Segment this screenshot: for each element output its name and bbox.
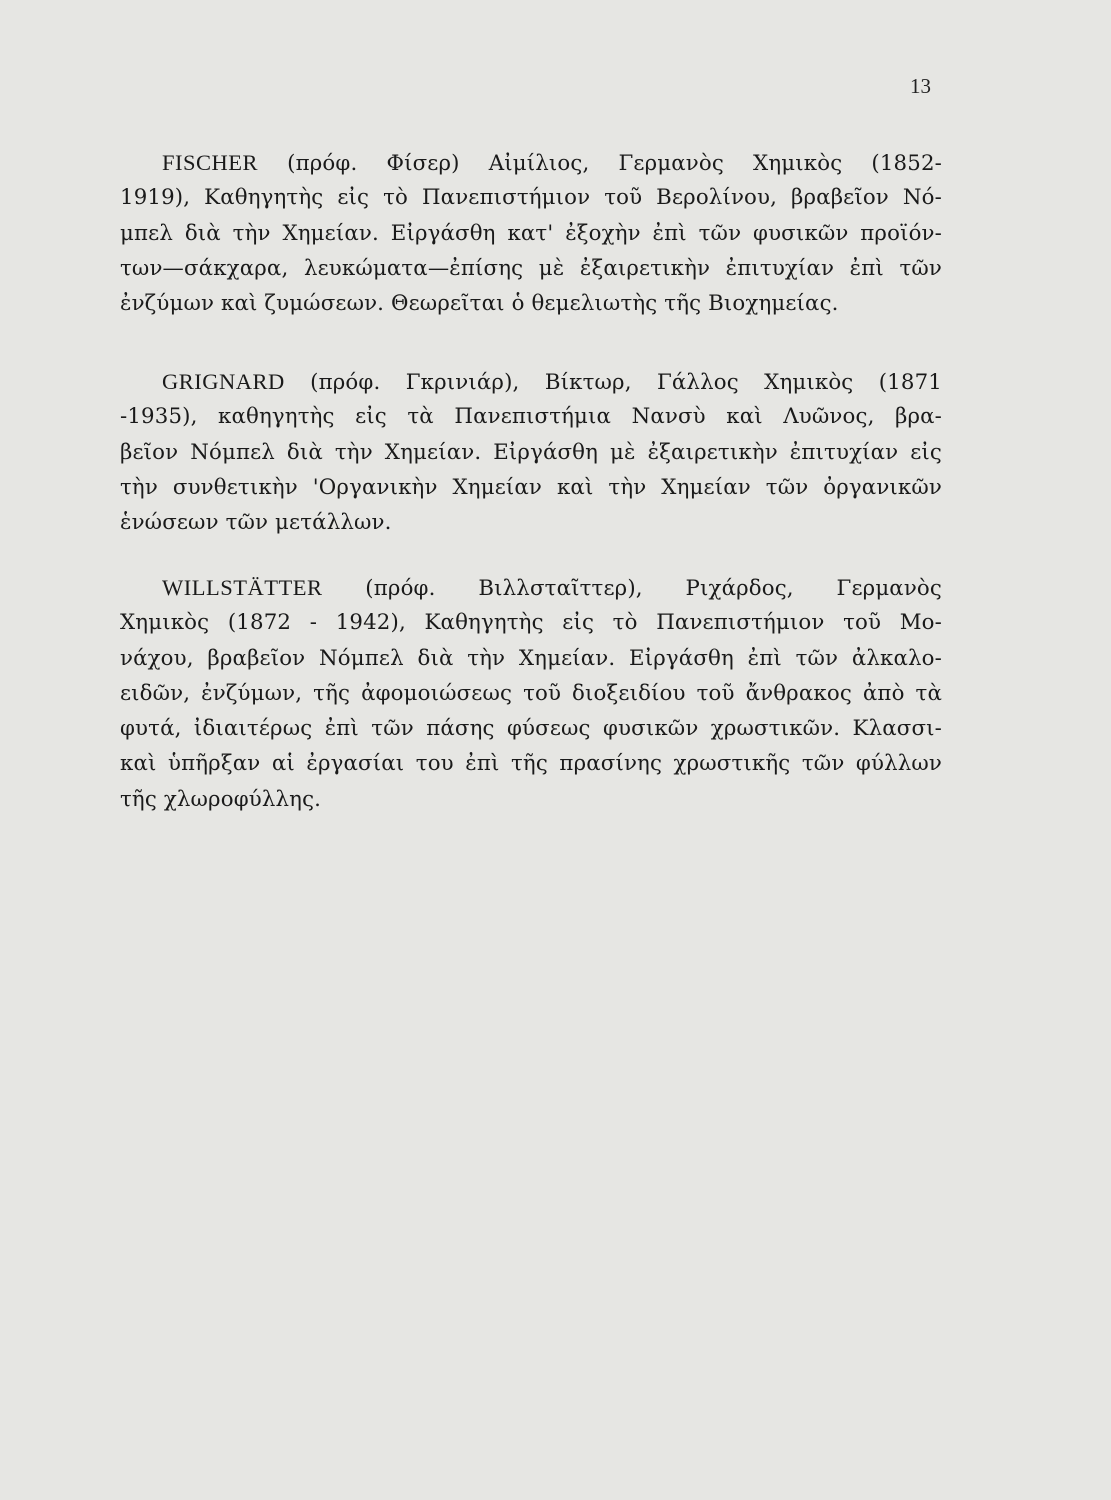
chemist-name: FISCHER [162, 150, 259, 175]
entry-line: μπελ διὰ τὴν Χημείαν. Εἰργάσθη κατ' ἐξοχὴν ἐπὶ τῶν φυσικῶν προϊόν- [120, 220, 942, 246]
biography-entry-grignard [120, 364, 942, 540]
entry-line: νάχου, βραβεῖον Νόμπελ διὰ τὴν Χημείαν. Εἰργάσθη ἐπὶ τῶν ἀλκαλο- [120, 645, 942, 671]
entry-line: 1919), Καθηγητὴς εἰς τὸ Πανεπιστήμιον τοῦ Βερολίνου, βραβεῖον Νό- [120, 185, 942, 211]
entry-line: ἑνώσεων τῶν μετάλλων. [120, 510, 392, 536]
entry-line: βεῖον Νόμπελ διὰ τὴν Χημείαν. Εἰργάσθη μὲ ἐξαιρετικὴν ἐπιτυχίαν εἰς [120, 439, 942, 465]
biography-entry-fischer [120, 145, 942, 321]
entry-line: -1935), καθηγητὴς εἰς τὰ Πανεπιστήμια Νανσὺ καὶ Λυῶνος, βρα- [120, 404, 942, 430]
entry-line: ἐνζύμων καὶ ζυμώσεων. Θεωρεῖται ὁ θεμελιωτὴς τῆς Βιοχημείας. [120, 291, 839, 317]
entry-line: WILLSTÄTTER (πρόφ. Βιλλσταῖττερ), Ριχάρδος, Γερμανὸς [162, 575, 942, 601]
entry-line: GRIGNARD (πρόφ. Γκρινιάρ), Βίκτωρ, Γάλλος Χημικὸς (1871 [162, 369, 942, 395]
entry-line: τῆς χλωροφύλλης. [120, 786, 322, 812]
entry-line: φυτά, ἰδιαιτέρως ἐπὶ τῶν πάσης φύσεως φυσικῶν χρωστικῶν. Κλασσι- [120, 716, 942, 742]
entry-line: τὴν συνθετικὴν 'Οργανικὴν Χημείαν καὶ τὴν Χημείαν τῶν ὀργανικῶν [120, 474, 942, 500]
entry-line: των—σάκχαρα, λευκώματα—ἐπίσης μὲ ἐξαιρετικὴν ἐπιτυχίαν ἐπὶ τῶν [120, 255, 942, 281]
entry-line: FISCHER (πρόφ. Φίσερ) Αἰμίλιος, Γερμανὸς Χημικὸς (1852- [162, 150, 942, 176]
entry-line: ειδῶν, ἐνζύμων, τῆς ἀφομοιώσεως τοῦ διοξειδίου τοῦ ἄνθρακος ἀπὸ τὰ [120, 680, 942, 706]
biography-entry-willstatter [120, 570, 942, 817]
entry-line: Χημικὸς (1872 - 1942), Καθηγητὴς εἰς τὸ Πανεπιστήμιον τοῦ Μο- [120, 610, 942, 636]
chemist-name: WILLSTÄTTER [162, 575, 323, 600]
chemist-name: GRIGNARD [162, 369, 285, 394]
page-number: 13 [910, 74, 931, 98]
entry-line: καὶ ὑπῆρξαν αἱ ἐργασίαι του ἐπὶ τῆς πρασίνης χρωστικῆς τῶν φύλλων [120, 751, 942, 777]
